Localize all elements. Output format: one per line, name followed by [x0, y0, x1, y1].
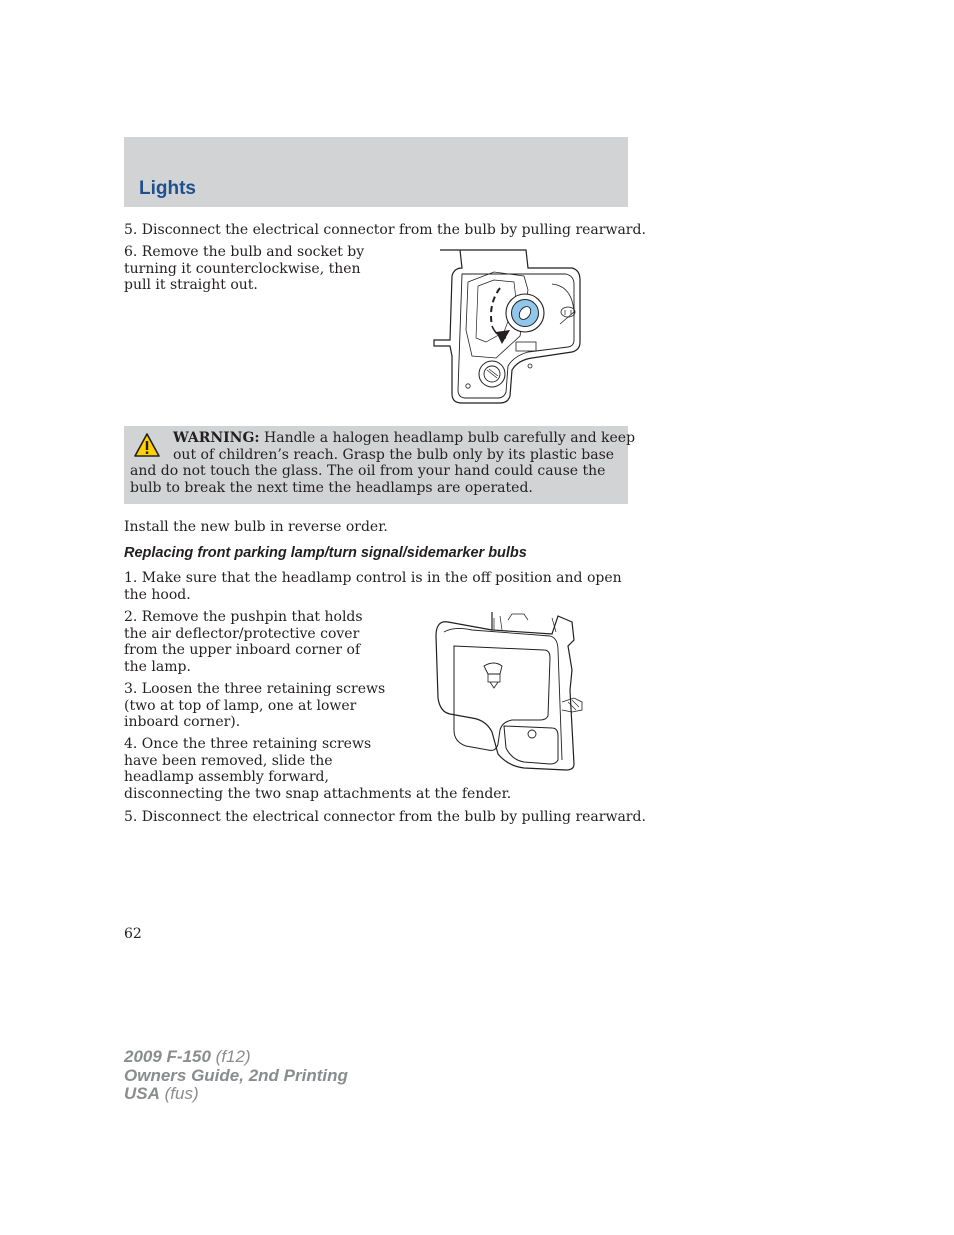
warning-label: WARNING: — [173, 430, 260, 446]
footer-line-2: Owners Guide, 2nd Printing — [124, 1065, 348, 1085]
section-step-4-line-1: 4. Once the three retaining screws — [124, 736, 372, 752]
warning-line-4: bulb to break the next time the headlamps are operated. — [130, 479, 533, 496]
section-step-1-line-1: 1. Make sure that the headlamp control is in the off position and open — [124, 570, 622, 586]
section-step-3-line-1: 3. Loosen the three retaining screws — [124, 681, 386, 697]
section-step-3-line-2: (two at top of lamp, one at lower — [124, 697, 357, 714]
section-step-4-line-4: disconnecting the two snap attachments at the fender. — [124, 785, 512, 802]
warning-box — [124, 426, 636, 504]
section-step-1-line-2: the hood. — [124, 586, 191, 603]
footer-line-3: USA (fus) — [124, 1084, 199, 1103]
section-step-2-line-3: from the upper inboard corner of — [124, 642, 361, 658]
footer-line-1: 2009 F-150 (f12) — [124, 1047, 251, 1066]
section-step-5-text: 5. Disconnect the electrical connector from the bulb by pulling rearward. — [124, 809, 646, 825]
document-footer — [124, 1048, 348, 1104]
step-6-line-1: 6. Remove the bulb and socket by — [124, 244, 365, 260]
section-heading: Replacing front parking lamp/turn signal/sidemarker bulbs — [124, 545, 527, 561]
section-step-2-line-2: the air deflector/protective cover — [124, 625, 360, 642]
install-text: Install the new bulb in reverse order. — [124, 519, 388, 535]
section-step-3-line-3: inboard corner). — [124, 714, 241, 730]
warning-line-1: WARNING: Handle a halogen headlamp bulb carefully and keep — [173, 430, 636, 446]
step-6-line-3: pull it straight out. — [124, 277, 258, 293]
headlamp-bulb-socket-illustration — [432, 246, 584, 406]
section-step-4-line-2: have been removed, slide the — [124, 752, 333, 769]
section-header-band — [124, 137, 628, 207]
step-5-text: 5. Disconnect the electrical connector from the bulb by pulling rearward. — [124, 222, 646, 238]
warning-line-3: and do not touch the glass. The oil from your hand could cause the — [130, 463, 606, 479]
section-step-2-line-4: the lamp. — [124, 658, 191, 675]
page-title: Lights — [139, 178, 196, 199]
warning-line-2: out of children’s reach. Grasp the bulb only by its plastic base — [173, 446, 615, 463]
step-6-line-2: turning it counterclockwise, then — [124, 260, 361, 277]
warning-triangle-icon — [134, 432, 160, 458]
section-step-4-line-3: headlamp assembly forward, — [124, 769, 329, 785]
page-number: 62 — [124, 926, 142, 942]
headlamp-assembly-illustration — [432, 610, 584, 772]
section-step-2-line-1: 2. Remove the pushpin that holds — [124, 609, 363, 625]
